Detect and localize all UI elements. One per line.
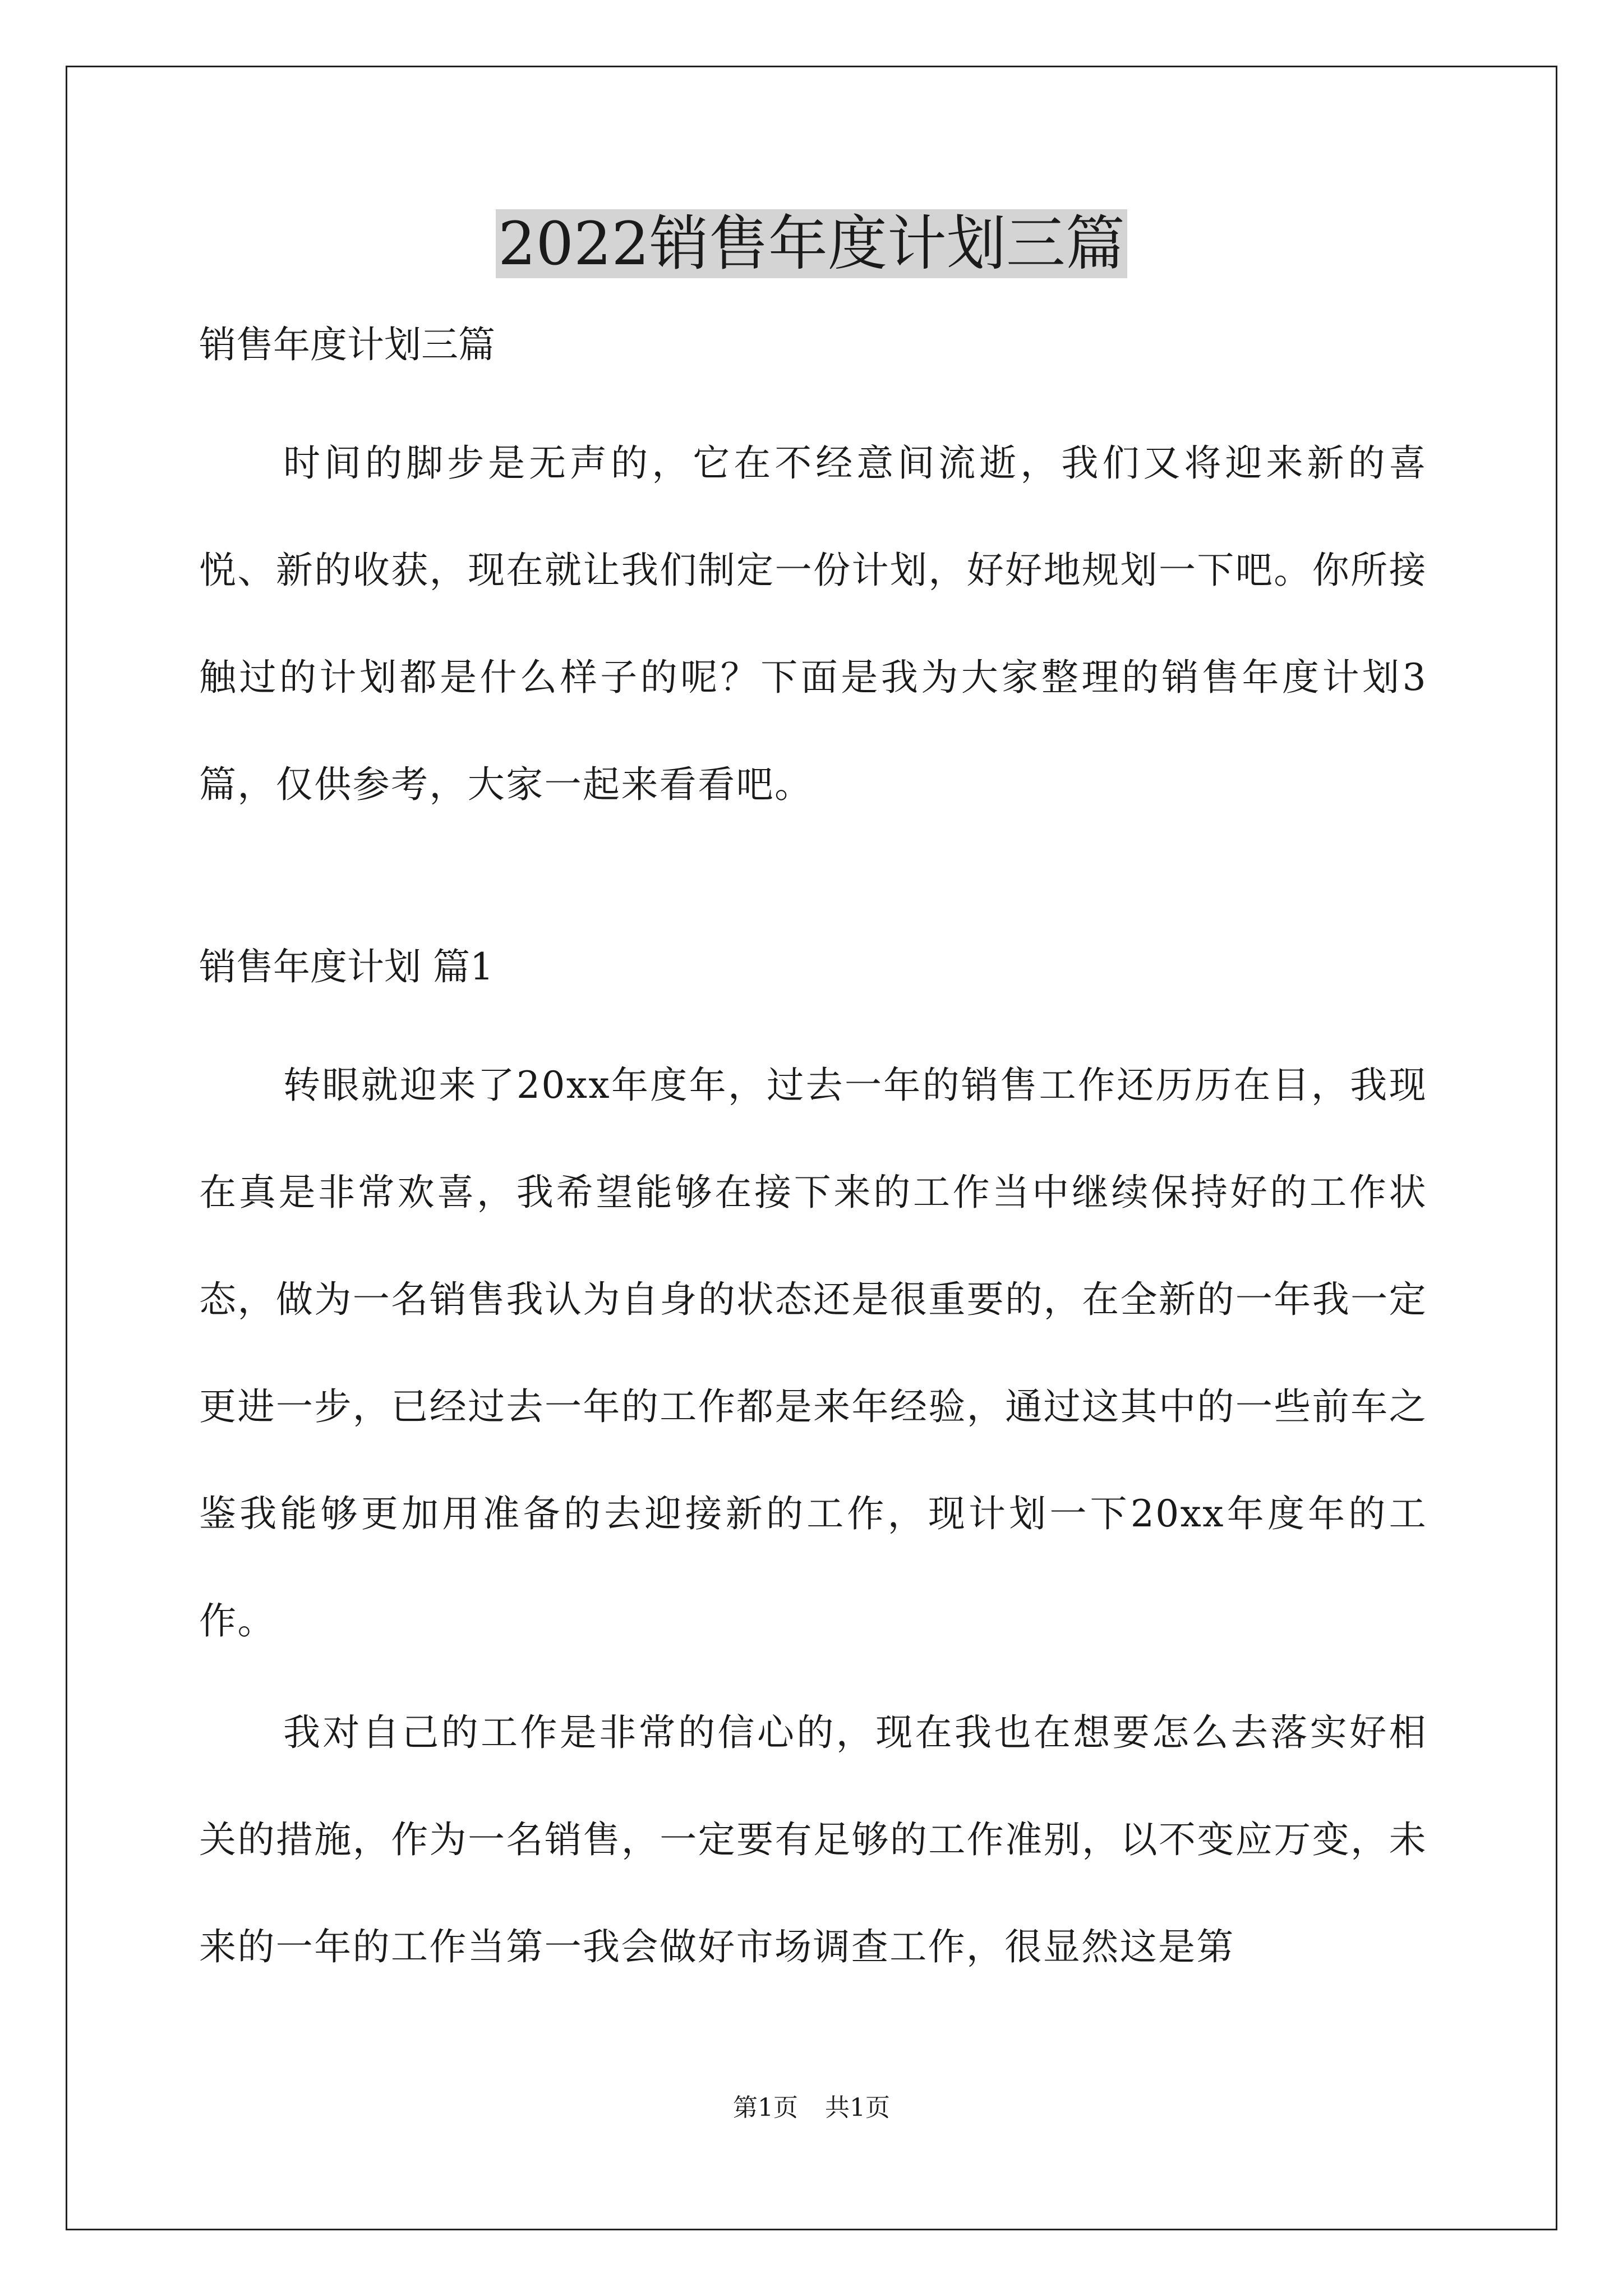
- page-total: 共1页: [825, 2093, 890, 2122]
- body-paragraph: 我对自己的工作是非常的信心的，现在我也在想要怎么去落实好相关的措施，作为一名销售，一定要有足够的工作准别，以不变应万变，未来的一年的工作当第一我会做好市场调查工作，很显然这是第: [199, 1711, 1427, 1968]
- document-title: [0, 208, 1623, 280]
- body-paragraph: 转眼就迎来了20xx年度年，过去一年的销售工作还历历在目，我现在真是非常欢喜，我希望能够在接下来的工作当中继续保持好的工作状态，做为一名销售我认为自身的状态还是很重要的，在全新的一年我一定更进一步，已经过去一年的工作都是来年经验，通过这其中的一些前车之鉴我能够更加用准备的去迎接新的工作，现计划一下20xx年度年的工作。: [199, 1064, 1427, 1642]
- section-heading: 销售年度计划 篇1: [199, 945, 494, 988]
- document-subtitle: 销售年度计划三篇: [199, 323, 495, 366]
- intro-paragraph: 时间的脚步是无声的，它在不经意间流逝，我们又将迎来新的喜悦、新的收获，现在就让我们制定一份计划，好好地规划一下吧。你所接触过的计划都是什么样子的呢？下面是我为大家整理的销售年度计划3篇，仅供参考，大家一起来看看吧。: [199, 441, 1427, 806]
- page-number: 第1页: [733, 2093, 798, 2122]
- page-footer: [0, 2091, 1623, 2125]
- document-body: [199, 314, 1427, 2000]
- document-title-text: 2022销售年度计划三篇: [496, 209, 1127, 278]
